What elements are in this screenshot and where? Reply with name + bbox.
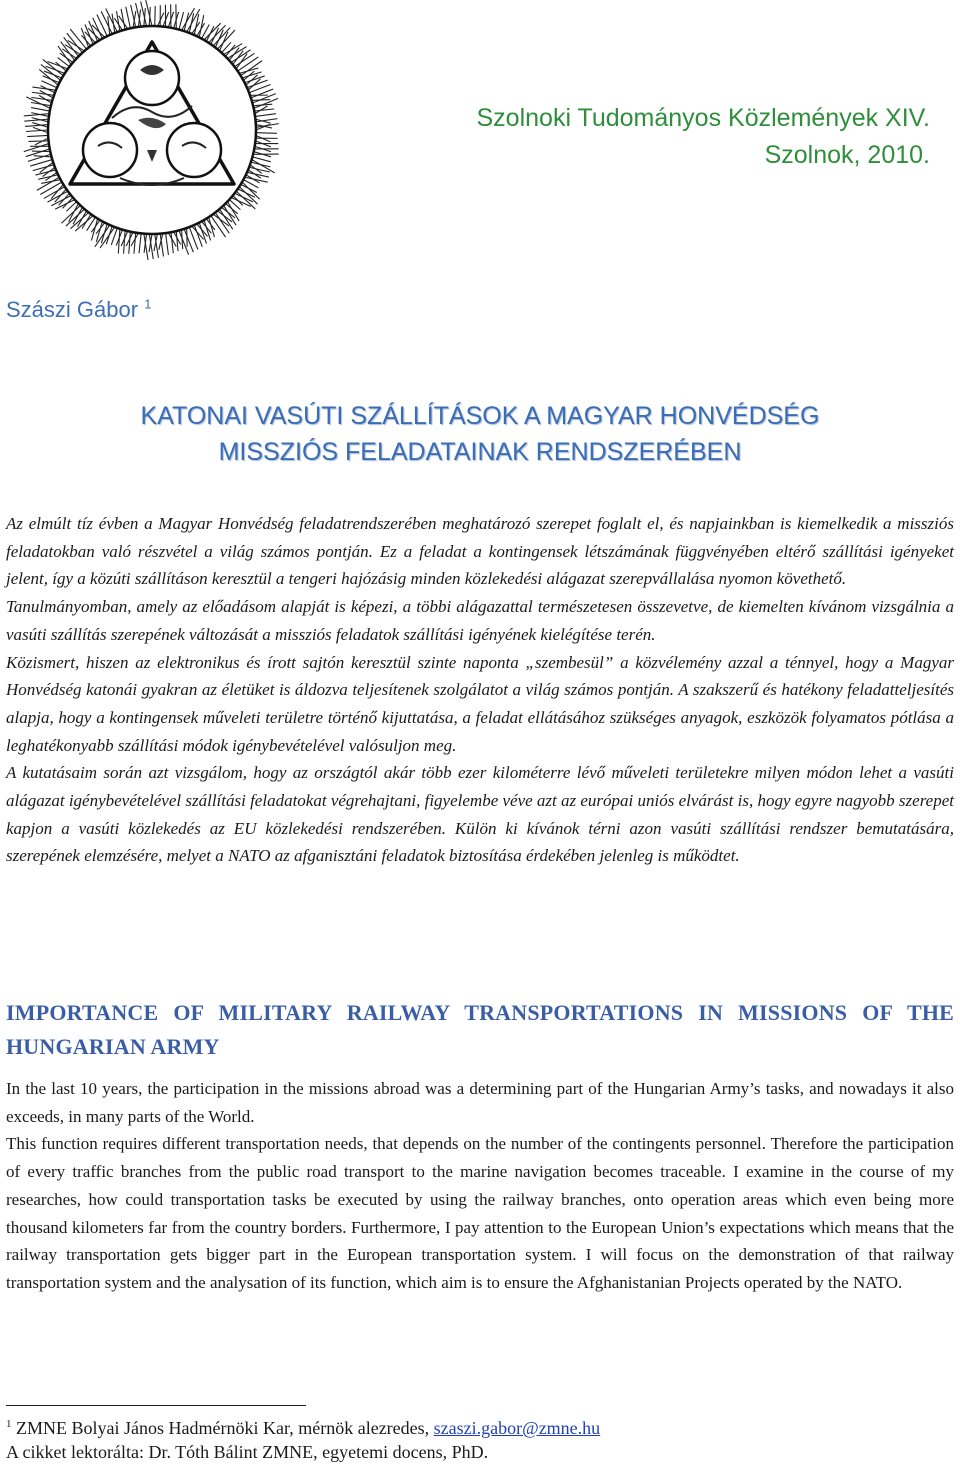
author-email-link[interactable]: szaszi.gabor@zmne.hu (433, 1418, 601, 1438)
journal-logo-emblem (2, 0, 300, 262)
title-hu-line-2: MISSZIÓS FELADATAINAK RENDSZERÉBEN (218, 438, 742, 466)
abstract-english (6, 1075, 954, 1297)
reviewer-note: A cikket lektorálta: Dr. Tóth Bálint ZMNE, egyetemi docens, PhD. (6, 1442, 489, 1462)
footnotes (6, 1416, 600, 1464)
author-name: Szászi Gábor (6, 297, 139, 322)
abstract-hu-paragraph: Az elmúlt tíz évben a Magyar Honvédség feladatrendszerében meghatározó szerepet foglalt el, és napjainkban is kiemelkedik a missziós feladatokban való részvétel a világ számos pontján. Ez a feladat a kontingensek létszámának függvényében eltérő szállítási igényeket jelent, így a közúti szállításon keresztül a tengeri hajózásig minden közlekedési alágazat szerepvállalása nyomon követhető. (6, 514, 954, 589)
footnote-mark: 1 (6, 1418, 12, 1430)
journal-place-year: Szolnok, 2010. (764, 141, 930, 169)
abstract-en-paragraph: In the last 10 years, the participation in the missions abroad was a determining part of the Hungarian Army’s tasks, and nowadays it also exceeds, in many parts of the World. (6, 1079, 954, 1126)
footnote-affiliation: ZMNE Bolyai János Hadmérnöki Kar, mérnök alezredes, (16, 1418, 430, 1438)
article-title-hungarian (0, 398, 960, 470)
abstract-en-paragraph: This function requires different transportation needs, that depends on the number of the contingents personnel. Therefore the participation of every traffic branches from the public road transport to the marine navigation becomes traceable. I examine in the course of my researches, how could transportation tasks be executed by using the railway branches, onto operation areas which even being more thousand kilometers far from the country borders. Furthermore, I pay attention to the European Union’s expectations which means that the railway transportation gets bigger part in the European transportation system. I will focus on the demonstration of that railway transportation system and the analysation of its function, which aim is to ensure the Afghanistanian Projects operated by the NATO. (6, 1134, 954, 1292)
journal-header (477, 100, 931, 174)
journal-title: Szolnoki Tudományos Közlemények XIV. (476, 104, 930, 132)
footnote-separator (6, 1405, 306, 1406)
abstract-hungarian (6, 510, 954, 870)
abstract-hu-paragraph: Közismert, hiszen az elektronikus és írott sajtón keresztül szinte naponta „szembesül” a közvélemény azzal a ténnyel, hogy a Magyar Honvédség katonái gyakran az életüket is áldozva teljesítenek szolgálatot a világ számos pontján. A szakszerű és hatékony feladatteljesítés alapja, hogy a kontingensek műveleti területre történő kijuttatása, a feladat ellátásához szükséges anyagok, eszközök folyamatos pótlása a leghatékonyabb szállítási módok igénybevételével valósuljon meg. (6, 652, 954, 755)
abstract-hu-paragraph: A kutatásaim során azt vizsgálom, hogy az országtól akár több ezer kilométerre lévő műveleti területekre milyen módon lehet a vasúti alágazat igénybevételével szállítási feladatokat végrehajtani, figyelembe véve azt az európai uniós elvárást is, hogy egyre nagyobb szerepet kapjon a vasúti közlekedés az EU közlekedési rendszerében. Külön ki kívánok térni azon vasúti szállítási rendszer bemutatására, szerepének elemzésére, melyet a NATO az afganisztáni feladatok biztosítása érdekében jelenleg is működtet. (6, 763, 954, 866)
footnote-1 (6, 1416, 600, 1440)
title-hu-line-1: KATONAI VASÚTI SZÁLLÍTÁSOK A MAGYAR HONVÉDSÉG (140, 402, 820, 430)
abstract-hu-paragraph: Tanulmányomban, amely az előadásom alapját is képezi, a többi alágazattal természetesen összevetve, de kiemelten kívánom vizsgálnia a vasúti szállítás szerepének változását a missziós feladatok szállítási igényének kielégítése terén. (6, 597, 954, 644)
article-title-english: IMPORTANCE OF MILITARY RAILWAY TRANSPORTATIONS IN MISSIONS OF THE HUNGARIAN ARMY (6, 1000, 954, 1059)
author-line (6, 297, 151, 323)
author-footnote-mark[interactable]: 1 (144, 296, 152, 312)
